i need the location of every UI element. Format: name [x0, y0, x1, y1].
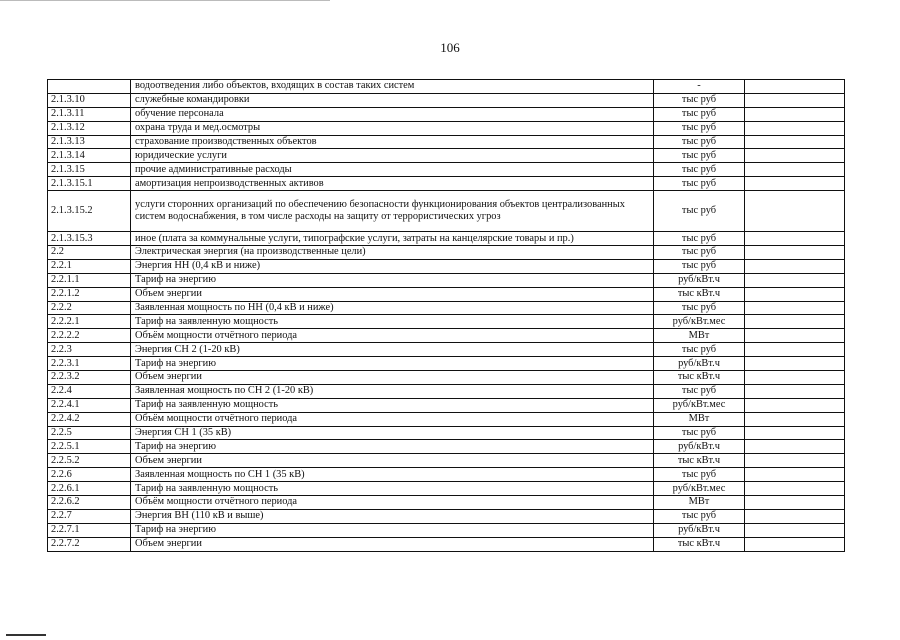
row-unit: тыс руб: [654, 93, 745, 107]
row-item-name: обучение персонала: [131, 107, 654, 121]
table-row: [48, 135, 845, 149]
row-code: 2.2: [48, 246, 131, 260]
row-value: [745, 135, 845, 149]
row-item-name: прочие административные расходы: [131, 163, 654, 177]
row-code: 2.1.3.13: [48, 135, 131, 149]
row-code: 2.1.3.11: [48, 107, 131, 121]
row-item-name: Заявленная мощность по НН (0,4 кВ и ниже): [131, 301, 654, 315]
table-row: [48, 496, 845, 510]
table-row: [48, 537, 845, 551]
row-value: [745, 121, 845, 135]
row-code: 2.2.1.1: [48, 273, 131, 287]
row-value: [745, 523, 845, 537]
row-code: 2.2.7: [48, 509, 131, 523]
row-unit: тыс руб: [654, 135, 745, 149]
row-item-name: служебные командировки: [131, 93, 654, 107]
table-row: [48, 177, 845, 191]
row-value: [745, 440, 845, 454]
table-row: [48, 509, 845, 523]
row-unit: руб/кВт.ч: [654, 273, 745, 287]
table-row: [48, 329, 845, 343]
row-item-name: Тариф на заявленную мощность: [131, 398, 654, 412]
row-item-name: Объем энергии: [131, 287, 654, 301]
row-unit: тыс руб: [654, 246, 745, 260]
table-row: [48, 93, 845, 107]
row-code: 2.2.6.1: [48, 482, 131, 496]
row-code: 2.1.3.14: [48, 149, 131, 163]
row-value: [745, 329, 845, 343]
row-unit: -: [654, 80, 745, 94]
row-code: 2.1.3.15.3: [48, 232, 131, 246]
row-value: [745, 232, 845, 246]
row-code: 2.1.3.15: [48, 163, 131, 177]
table-row: [48, 454, 845, 468]
row-unit: тыс руб: [654, 191, 745, 232]
table-row: [48, 80, 845, 94]
row-unit: тыс кВт.ч: [654, 287, 745, 301]
table-row: [48, 191, 845, 232]
row-code: 2.2.4: [48, 384, 131, 398]
row-value: [745, 371, 845, 385]
table-row: [48, 357, 845, 371]
row-unit: тыс руб: [654, 384, 745, 398]
top-border-line: [0, 0, 330, 1]
row-code: 2.2.4.1: [48, 398, 131, 412]
row-item-name: Объем энергии: [131, 371, 654, 385]
row-code: 2.2.3: [48, 343, 131, 357]
row-unit: тыс руб: [654, 121, 745, 135]
row-item-name: Тариф на энергию: [131, 523, 654, 537]
row-value: [745, 426, 845, 440]
row-value: [745, 537, 845, 551]
cost-items-table: [47, 79, 845, 552]
row-code: 2.1.3.15.2: [48, 191, 131, 232]
table-body: [48, 80, 845, 552]
page-number: 106: [440, 40, 460, 55]
row-value: [745, 149, 845, 163]
row-unit: тыс кВт.ч: [654, 454, 745, 468]
row-value: [745, 177, 845, 191]
row-item-name: Тариф на энергию: [131, 357, 654, 371]
row-item-name: Тариф на заявленную мощность: [131, 315, 654, 329]
row-unit: МВт: [654, 412, 745, 426]
row-unit: тыс руб: [654, 149, 745, 163]
row-unit: тыс руб: [654, 468, 745, 482]
row-code: 2.2.7.2: [48, 537, 131, 551]
row-unit: тыс руб: [654, 232, 745, 246]
row-unit: руб/кВт.мес: [654, 315, 745, 329]
row-code: 2.2.1.2: [48, 287, 131, 301]
row-code: 2.1.3.12: [48, 121, 131, 135]
table-row: [48, 523, 845, 537]
row-unit: тыс руб: [654, 343, 745, 357]
row-value: [745, 412, 845, 426]
row-unit: тыс руб: [654, 259, 745, 273]
row-item-name: Тариф на заявленную мощность: [131, 482, 654, 496]
table-row: [48, 384, 845, 398]
row-item-name: Тариф на энергию: [131, 273, 654, 287]
row-item-name: Энергия ВН (110 кВ и выше): [131, 509, 654, 523]
row-unit: тыс руб: [654, 163, 745, 177]
row-value: [745, 384, 845, 398]
row-item-name: Энергия СН 1 (35 кВ): [131, 426, 654, 440]
table-row: [48, 273, 845, 287]
table-row: [48, 412, 845, 426]
row-unit: руб/кВт.ч: [654, 357, 745, 371]
row-code: 2.2.2.2: [48, 329, 131, 343]
row-unit: руб/кВт.ч: [654, 523, 745, 537]
table-row: [48, 107, 845, 121]
row-code: 2.2.5.2: [48, 454, 131, 468]
row-value: [745, 107, 845, 121]
row-value: [745, 301, 845, 315]
row-item-name: Объём мощности отчётного периода: [131, 329, 654, 343]
row-value: [745, 398, 845, 412]
row-code: 2.2.6: [48, 468, 131, 482]
row-unit: тыс кВт.ч: [654, 371, 745, 385]
row-item-name: Заявленная мощность по СН 2 (1-20 кВ): [131, 384, 654, 398]
row-unit: МВт: [654, 496, 745, 510]
row-code: 2.2.5.1: [48, 440, 131, 454]
row-unit: руб/кВт.мес: [654, 398, 745, 412]
row-value: [745, 80, 845, 94]
row-code: 2.1.3.15.1: [48, 177, 131, 191]
table-row: [48, 232, 845, 246]
table-row: [48, 246, 845, 260]
row-code: 2.2.6.2: [48, 496, 131, 510]
row-value: [745, 287, 845, 301]
table-row: [48, 163, 845, 177]
row-code: 2.2.7.1: [48, 523, 131, 537]
row-value: [745, 93, 845, 107]
row-unit: руб/кВт.ч: [654, 440, 745, 454]
row-code: 2.1.3.10: [48, 93, 131, 107]
row-item-name: водоотведения либо объектов, входящих в состав таких систем: [131, 80, 654, 94]
row-code: 2.2.3.2: [48, 371, 131, 385]
row-value: [745, 246, 845, 260]
row-unit: тыс руб: [654, 177, 745, 191]
row-value: [745, 482, 845, 496]
row-value: [745, 343, 845, 357]
row-item-name: услуги сторонних организаций по обеспечению безопасности функционирования объектов централизованных систем водоснабжения, в том числе расходы на защиту от террористических угроз: [131, 191, 654, 232]
table-row: [48, 315, 845, 329]
row-unit: МВт: [654, 329, 745, 343]
table-row: [48, 343, 845, 357]
table-row: [48, 440, 845, 454]
table-row: [48, 121, 845, 135]
row-item-name: амортизация непроизводственных активов: [131, 177, 654, 191]
table-row: [48, 259, 845, 273]
row-item-name: Энергия НН (0,4 кВ и ниже): [131, 259, 654, 273]
row-unit: тыс руб: [654, 509, 745, 523]
row-item-name: иное (плата за коммунальные услуги, типографские услуги, затраты на канцелярские товары и пр.): [131, 232, 654, 246]
row-unit: тыс руб: [654, 426, 745, 440]
row-item-name: Объем энергии: [131, 454, 654, 468]
table-row: [48, 371, 845, 385]
table-row: [48, 468, 845, 482]
row-value: [745, 468, 845, 482]
row-value: [745, 509, 845, 523]
row-item-name: страхование производственных объектов: [131, 135, 654, 149]
row-unit: тыс руб: [654, 107, 745, 121]
row-value: [745, 191, 845, 232]
row-unit: руб/кВт.мес: [654, 482, 745, 496]
row-item-name: охрана труда и мед.осмотры: [131, 121, 654, 135]
table-row: [48, 482, 845, 496]
row-item-name: Заявленная мощность по СН 1 (35 кВ): [131, 468, 654, 482]
row-value: [745, 259, 845, 273]
table-row: [48, 301, 845, 315]
row-code: 2.2.2.1: [48, 315, 131, 329]
row-value: [745, 315, 845, 329]
row-item-name: Объём мощности отчётного периода: [131, 412, 654, 426]
table-row: [48, 287, 845, 301]
row-unit: тыс кВт.ч: [654, 537, 745, 551]
row-item-name: Объем энергии: [131, 537, 654, 551]
row-item-name: Объём мощности отчётного периода: [131, 496, 654, 510]
row-value: [745, 454, 845, 468]
row-item-name: Электрическая энергия (на производственные цели): [131, 246, 654, 260]
row-code: 2.2.3.1: [48, 357, 131, 371]
row-item-name: юридические услуги: [131, 149, 654, 163]
row-value: [745, 357, 845, 371]
row-code: 2.2.4.2: [48, 412, 131, 426]
row-code: [48, 80, 131, 94]
row-unit: тыс руб: [654, 301, 745, 315]
table-row: [48, 149, 845, 163]
table-row: [48, 426, 845, 440]
table-row: [48, 398, 845, 412]
row-item-name: Тариф на энергию: [131, 440, 654, 454]
row-value: [745, 163, 845, 177]
row-code: 2.2.1: [48, 259, 131, 273]
row-code: 2.2.2: [48, 301, 131, 315]
row-item-name: Энергия СН 2 (1-20 кВ): [131, 343, 654, 357]
row-value: [745, 273, 845, 287]
row-value: [745, 496, 845, 510]
page-corner-mark: [6, 634, 46, 636]
row-code: 2.2.5: [48, 426, 131, 440]
